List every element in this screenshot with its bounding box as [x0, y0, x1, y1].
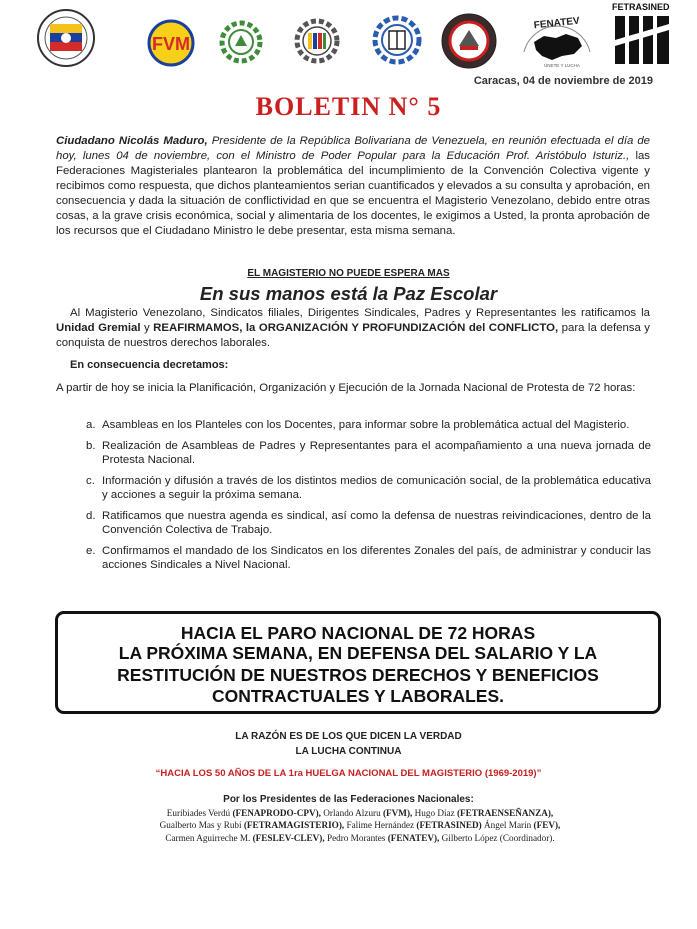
signer-federation: (FESLEV-CLEV),	[252, 832, 325, 843]
list-item	[86, 418, 651, 432]
list-item	[86, 509, 651, 537]
list-item	[86, 474, 651, 502]
para2-text-2: y	[143, 322, 150, 334]
anniversary-line: “HACIA LOS 50 AÑOS DE LA 1ra HUELGA NACIONAL DEL MAGISTERIO (1969-2019)”	[155, 768, 542, 779]
signer-federation: (FENAPRODO-CPV),	[232, 808, 321, 818]
signers-line-2	[100, 819, 620, 831]
protest-intro-paragraph: A partir de hoy se inicia la Planificación, Organización y Ejecución de la Jornada Nacional de Protesta de 72 horas:	[56, 382, 636, 394]
callout-line-3: RESTITUCIÓN DE NUESTROS DERECHOS Y BENEFICIOS	[117, 664, 599, 685]
signer-name: Carmen Aguirreche M.	[165, 832, 251, 843]
document-date: Caracas, 04 de noviembre de 2019	[473, 75, 653, 87]
list-item-key: b.	[86, 440, 96, 452]
para2-text-1: Al Magisterio Venezolano, Sindicatos filiales, Dirigentes Sindicales, Padres y Representantes les ratificamos la	[70, 307, 650, 319]
signers-title: Por los Presidentes de las Federaciones Nacionales:	[223, 794, 474, 805]
closing-motto	[0, 729, 697, 759]
signer-name: Gualberto Mas y Rubí	[159, 820, 242, 831]
bulletin-title: BOLETIN N° 5	[255, 92, 442, 121]
fvm-logo-icon	[143, 18, 199, 68]
list-item-text: Realización de Asambleas de Padres y Representantes para el acompañamiento a una nueva jornada de Protesta Nacional.	[102, 440, 651, 466]
para2-bold-2: REAFIRMAMOS, la ORGANIZACIÓN Y PROFUNDIZACIÓN del CONFLICTO,	[153, 322, 559, 334]
fenaprodo-logo-icon	[440, 12, 498, 70]
callout-line-4: CONTRACTUALES Y LABORALES.	[211, 686, 504, 706]
strike-callout-box	[55, 611, 661, 714]
list-item-text: Confirmamos el mandado de los Sindicatos en los diferentes Zonales del país, de administrar y conducir las acciones Sindicales a Nivel Nacional.	[102, 545, 651, 571]
signer-federation: (FETRAMAGISTERIO),	[243, 820, 345, 831]
list-item-text: Asambleas en los Planteles con los Docentes, para informar sobre la problemática actual del Magisterio.	[102, 419, 630, 431]
signer-federation: (FETRAENSEÑANZA),	[457, 808, 554, 818]
svg-text:ÚNETE Y LUCHA: ÚNETE Y LUCHA	[544, 63, 580, 68]
fetramagisterio-gear-icon	[294, 18, 340, 64]
signer-name: Gilberto López (Coordinador).	[441, 832, 555, 843]
intro-paragraph	[56, 134, 650, 239]
signer-federation: (FETRASINED)	[416, 820, 482, 831]
signers-line-1	[100, 807, 620, 819]
signer-name: Orlando Alzuru	[323, 808, 381, 818]
callout-line-1: HACIA EL PARO NACIONAL DE 72 HORAS	[180, 623, 536, 643]
signer-name: Euribiades Verdú	[166, 808, 231, 818]
book-gear-logo-icon	[372, 15, 422, 65]
federation-seal-flag-icon	[36, 8, 96, 68]
signer-federation: (FENATEV),	[387, 832, 440, 843]
signers-line-3	[100, 832, 620, 844]
list-item	[86, 544, 651, 572]
signer-name: Ángel Marín	[484, 820, 532, 831]
motto-line-1: LA RAZÓN ES DE LOS QUE DICEN LA VERDAD	[235, 731, 462, 742]
list-item-text: Ratificamos que nuestra agenda es sindical, así como la defensa de nuestras reivindicaciones, dentro de la Convención Colectiva de Trabajo.	[102, 510, 651, 536]
motto-line-2: LA LUCHA CONTINUA	[295, 746, 402, 757]
list-item-key: a.	[86, 419, 96, 431]
intro-italic-text: Presidente de la República Bolivariana de Venezuela, en reunión efectuada el día de hoy, lunes 04 de noviembre, con el Ministro de Poder Popular para la Educación Prof. Aristóbulo Isturiz.,	[56, 135, 651, 162]
signer-federation: (FEV),	[533, 820, 561, 831]
list-item-text: Información y difusión a través de los distintos medios de comunicación social, de la problemática educativa y acciones a seguir la próxima semana.	[102, 475, 651, 501]
fetrasined-bars-icon	[613, 14, 671, 66]
addressee: Ciudadano Nicolás Maduro,	[56, 135, 208, 147]
gear-logo-icon	[219, 20, 263, 64]
logo-row	[0, 0, 697, 70]
para2-text-3: para la defensa y conquista de nuestros derechos laborales.	[56, 322, 650, 349]
action-list	[86, 418, 651, 579]
list-item-key: e.	[86, 545, 96, 557]
signer-federation: (FVM),	[383, 808, 413, 818]
intro-body-text: las Federaciones Magisteriales plantearon la problemática del incumplimiento de la Convención Colectiva vigente y recibimos como respuesta, que dichos planteamientos serian cuantificados y elevados a su consulta y aprobación, en consecuencia y dada la situación de conflictividad en que se encuentra el Magisterio Venezolano, debido entre otras cosas, a la grave crisis económica, social y alimentaria de los docentes, le exigimos a Usted, la pronta aprobación de los recursos que el Ciudadano Ministro le debe presentar, esta misma semana.	[56, 150, 650, 237]
decree-heading: En consecuencia decretamos:	[70, 359, 229, 371]
fenatev-venezuela-map-icon	[514, 12, 600, 70]
svg-text:FVM: FVM	[152, 34, 190, 54]
signer-name: Hugo Díaz	[414, 808, 455, 818]
fetrasined-label: FETRASINED	[612, 2, 670, 12]
slogan-headline: En sus manos está la Paz Escolar	[199, 283, 498, 304]
ratification-paragraph	[56, 306, 650, 351]
signer-name: Pedro Morantes	[326, 832, 386, 843]
list-item-key: d.	[86, 510, 96, 522]
signers-list	[100, 807, 620, 844]
list-item-key: c.	[86, 475, 95, 487]
callout-line-2: LA PRÓXIMA SEMANA, EN DEFENSA DEL SALARIO Y LA	[118, 643, 598, 663]
para2-bold-1: Unidad Gremial	[56, 322, 141, 334]
slogan-underlined: EL MAGISTERIO NO PUEDE ESPERA MAS	[247, 268, 450, 279]
svg-text:FENATEV: FENATEV	[533, 15, 581, 32]
signer-name: Falime Hernández	[346, 820, 415, 831]
list-item	[86, 439, 651, 467]
